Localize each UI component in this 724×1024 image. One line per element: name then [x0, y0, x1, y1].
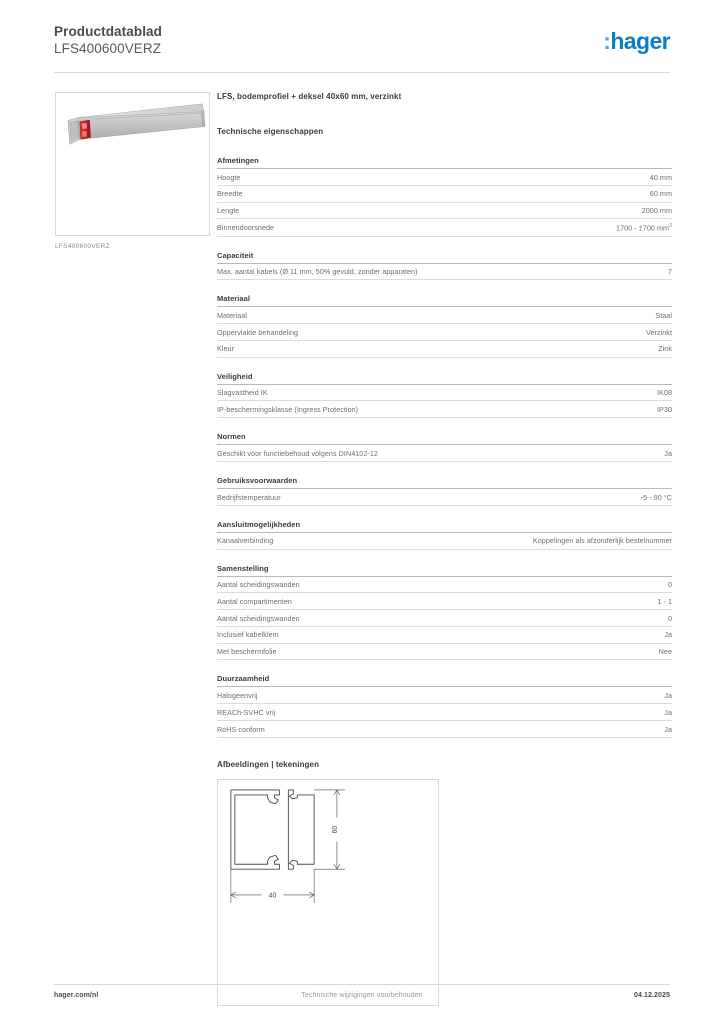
footer-divider	[54, 984, 670, 985]
footer-date: 04.12.2025	[633, 992, 670, 999]
spec-value	[668, 267, 672, 276]
spec-group	[217, 520, 672, 550]
spec-value-text: Verzinkt	[646, 327, 672, 337]
spec-value	[664, 725, 672, 734]
spec-value	[646, 328, 672, 337]
spec-value	[664, 449, 672, 458]
spec-group-title: Gebruiksvoorwaarden	[217, 476, 672, 489]
spec-value-text: 7	[667, 267, 672, 277]
spec-label: Oppervlakte behandeling	[217, 327, 299, 337]
product-reference: LFS400600VERZ	[54, 41, 162, 56]
spec-label: Kleur	[217, 344, 235, 354]
spec-row	[217, 401, 672, 418]
spec-value-text: -5 - 90 °C	[640, 492, 672, 502]
spec-value	[668, 580, 672, 589]
spec-value-text: 0	[667, 613, 672, 623]
dimension-width-label: 40	[268, 892, 277, 900]
spec-row	[217, 721, 672, 738]
footer-website[interactable]: hager.com/nl	[54, 992, 99, 999]
spec-row	[217, 385, 672, 402]
spec-row	[217, 704, 672, 721]
spec-label: Breedte	[217, 189, 243, 199]
spec-group	[217, 432, 672, 462]
spec-value-text: IK08	[657, 388, 672, 398]
footer-disclaimer: Technische wijzigingen voorbehouden	[301, 992, 423, 999]
spec-label: Geschikt voor functiebehoud volgens DIN4102-12	[217, 448, 378, 458]
product-image-caption: LFS400600VERZ	[55, 243, 110, 250]
spec-value	[664, 708, 672, 717]
spec-value	[655, 311, 672, 320]
spec-label: Binnendoorsnede	[217, 223, 275, 233]
spec-value-text: 2000 mm	[641, 206, 672, 216]
spec-row	[217, 307, 672, 324]
specification-groups	[217, 156, 672, 738]
spec-row	[217, 324, 672, 341]
page-footer	[54, 992, 670, 1006]
spec-label: Lengte	[217, 206, 240, 216]
dimension-height-label: 60	[331, 825, 339, 834]
spec-value-text: Staal	[655, 310, 672, 320]
spec-row	[217, 489, 672, 506]
technical-drawing-svg	[218, 780, 438, 1005]
spec-value	[657, 405, 672, 414]
spec-value	[533, 536, 672, 545]
spec-group	[217, 251, 672, 281]
spec-value	[664, 630, 672, 639]
spec-value	[658, 344, 672, 353]
logo-colon-icon: :	[603, 28, 611, 54]
spec-value	[650, 189, 672, 198]
spec-group-title: Normen	[217, 432, 672, 445]
spec-value	[657, 597, 672, 606]
spec-group	[217, 674, 672, 737]
spec-value-text: Zink	[658, 344, 672, 354]
spec-value-text: 1 - 1	[657, 596, 672, 606]
spec-label: IP-beschermingsklasse (Ingress Protection)	[217, 405, 359, 415]
spec-label: Hoogte	[217, 172, 241, 182]
spec-label: RoHS conform	[217, 724, 265, 734]
spec-row	[217, 264, 672, 281]
spec-label: Inclusief kabelklem	[217, 630, 279, 640]
spec-value	[641, 493, 672, 502]
spec-row	[217, 169, 672, 186]
spec-value	[668, 614, 672, 623]
main-content	[217, 92, 672, 1006]
spec-value-text: 40 mm	[649, 172, 672, 182]
spec-group-title: Duurzaamheid	[217, 674, 672, 687]
spec-value-text: 60 mm	[649, 189, 672, 199]
spec-group-title: Afmetingen	[217, 156, 672, 169]
spec-value-text: Ja	[664, 724, 672, 734]
spec-value-text: Ja	[664, 448, 672, 458]
spec-row	[217, 203, 672, 220]
spec-value	[657, 388, 672, 397]
spec-row	[217, 533, 672, 550]
spec-group-title: Veiligheid	[217, 372, 672, 385]
spec-row	[217, 687, 672, 704]
technical-drawing	[217, 779, 439, 1006]
spec-value-text: IP30	[657, 405, 672, 415]
spec-value	[659, 647, 672, 656]
spec-group-title: Samenstelling	[217, 564, 672, 577]
spec-label: Slagvastheid IK	[217, 388, 268, 398]
logo-wordmark: hager	[610, 28, 670, 54]
spec-row	[217, 577, 672, 594]
spec-value-text: Ja	[664, 707, 672, 717]
spec-row	[217, 593, 672, 610]
drawings-heading: Afbeeldingen | tekeningen	[217, 759, 320, 769]
spec-value-text: Ja	[664, 630, 672, 640]
spec-row	[217, 186, 672, 203]
product-image	[55, 92, 210, 236]
spec-label: Aantal compartimenten	[217, 596, 292, 606]
spec-group-title: Materiaal	[217, 294, 672, 307]
spec-label: Bedrijfstemperatuur	[217, 492, 281, 502]
spec-row	[217, 341, 672, 358]
spec-value-text: 0	[667, 580, 672, 590]
spec-row	[217, 627, 672, 644]
spec-row	[217, 219, 672, 236]
spec-row	[217, 644, 672, 661]
spec-value-text: Nee	[658, 647, 672, 657]
spec-group	[217, 564, 672, 661]
product-photo-svg	[56, 93, 209, 235]
spec-value	[650, 173, 672, 182]
spec-group-title: Aansluitmogelijkheden	[217, 520, 672, 533]
spec-group	[217, 476, 672, 506]
spec-group	[217, 372, 672, 419]
spec-value-text: Koppelingen als afzonderlijk bestelnummer	[532, 536, 672, 546]
spec-row	[217, 610, 672, 627]
header-divider	[54, 72, 670, 73]
spec-group	[217, 156, 672, 237]
spec-label: Aantal scheidingswanden	[217, 580, 300, 590]
spec-value	[616, 223, 672, 232]
spec-label: Kanaalverbinding	[217, 536, 274, 546]
page-header	[54, 24, 670, 68]
spec-value-text: Ja	[664, 691, 672, 701]
hager-logo	[603, 28, 670, 54]
spec-row	[217, 445, 672, 462]
spec-label: REACh-SVHC vrij	[217, 707, 276, 717]
spec-label: Materiaal	[217, 310, 248, 320]
document-type: Productdatablad	[54, 24, 163, 39]
spec-value-superscript: 2	[669, 222, 672, 229]
spec-value	[642, 206, 672, 215]
product-description: LFS, bodemprofiel + deksel 40x60 mm, verzinkt	[217, 92, 402, 101]
spec-value-text: 1700 - 1700 mm	[616, 223, 670, 233]
spec-group	[217, 294, 672, 357]
technical-properties-heading: Technische eigenschappen	[217, 127, 324, 136]
spec-group-title: Capaciteit	[217, 251, 672, 264]
spec-value	[664, 691, 672, 700]
spec-label: Aantal scheidingswanden	[217, 613, 300, 623]
spec-label: Max. aantal kabels (Ø 11 mm, 50% gevuld, zonder apparaten)	[217, 267, 418, 277]
spec-label: Met beschermfolie	[217, 647, 277, 657]
spec-label: Halogeenvrij	[217, 691, 258, 701]
